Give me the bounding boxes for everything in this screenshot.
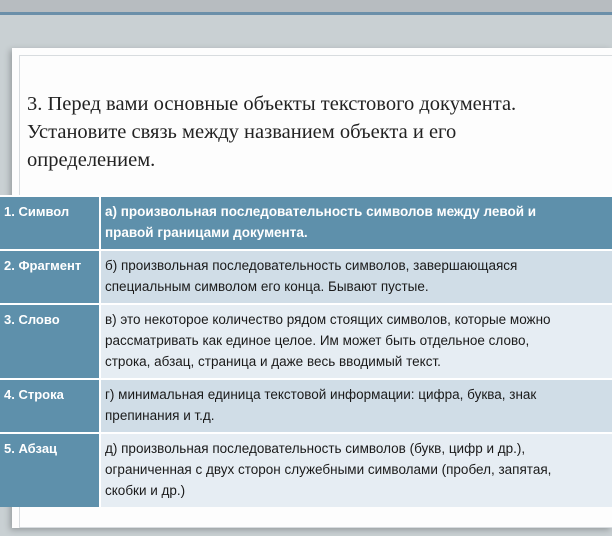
table-row	[0, 433, 612, 507]
object-name-cell: 5. Абзац	[0, 433, 100, 507]
definition-cell	[100, 379, 612, 433]
top-band	[0, 0, 612, 12]
definition-line: специальным символом его конца. Бывают пустые.	[105, 279, 429, 294]
definition-cell	[100, 433, 612, 507]
definition-line: скобки и др.)	[105, 483, 186, 498]
object-name-cell: 2. Фрагмент	[0, 250, 100, 304]
table-row	[0, 304, 612, 379]
definition-line: правой границами документа.	[105, 225, 308, 240]
definition-line: строка, абзац, страница и даже весь вводимый текст.	[105, 354, 441, 369]
definition-cell	[100, 196, 612, 250]
object-name-cell: 1. Символ	[0, 196, 100, 250]
definition-line: ограниченная с двух сторон служебными символами (пробел, запятая,	[105, 462, 552, 477]
top-accent-line	[0, 12, 612, 15]
question-line: Установите связь между названием объекта и его	[27, 121, 457, 143]
slide	[4, 48, 612, 528]
definition-line: г) минимальная единица текстовой информации: цифра, буква, знак	[105, 387, 537, 402]
definition-cell	[100, 250, 612, 304]
definition-line: в) это некоторое количество рядом стоящих символов, которые можно	[105, 312, 551, 327]
definition-line: рассматривать как единое целое. Им может быть отдельное слово,	[105, 333, 530, 348]
definition-line: д) произвольная последовательность символов (букв, цифр и др.),	[105, 441, 526, 456]
definition-line: препинания и т.д.	[105, 408, 215, 423]
object-name-cell: 4. Строка	[0, 379, 100, 433]
table-row	[0, 379, 612, 433]
table-row	[0, 196, 612, 250]
table-row	[0, 250, 612, 304]
question-text	[27, 90, 612, 174]
definition-line: б) произвольная последовательность символов, завершающаяся	[105, 258, 518, 273]
question-line: определением.	[27, 149, 156, 171]
definition-line: а) произвольная последовательность символов между левой и	[105, 204, 537, 219]
object-name-cell: 3. Слово	[0, 304, 100, 379]
definition-cell	[100, 304, 612, 379]
matching-table	[0, 195, 612, 507]
question-line: 3. Перед вами основные объекты текстового документа.	[27, 93, 517, 115]
